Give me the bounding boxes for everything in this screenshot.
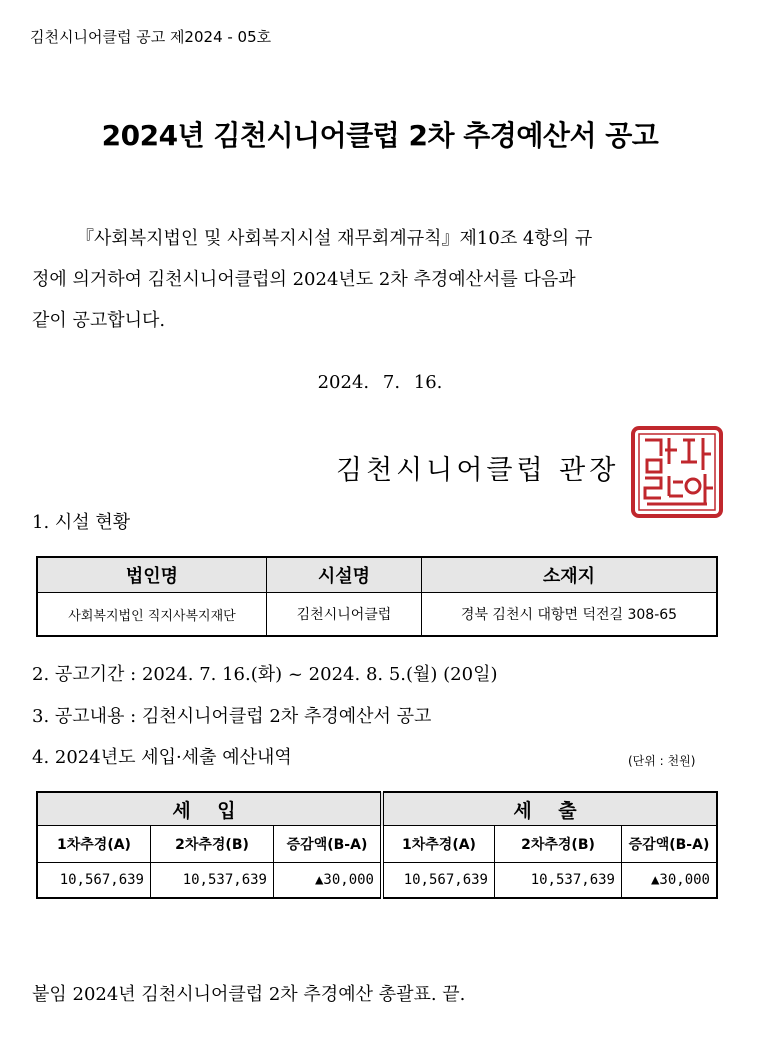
facility-table bbox=[36, 556, 718, 637]
cell-income-second: 10,537,639 bbox=[151, 863, 274, 899]
section-period: 2. 공고기간 : 2024. 7. 16.(화) ~ 2024. 8. 5.(월) (20일) bbox=[32, 664, 498, 685]
table-row bbox=[37, 863, 717, 899]
document-number: 김천시니어클럽 공고 제2024 - 05호 bbox=[30, 28, 272, 46]
attachment-note: 붙임 2024년 김천시니어클럽 2차 추경예산 총괄표. 끝. bbox=[32, 984, 466, 1005]
section-content: 3. 공고내용 : 김천시니어클럽 2차 추경예산서 공고 bbox=[32, 706, 432, 727]
group-expense: 세 출 bbox=[382, 792, 717, 826]
section-budget: 4. 2024년도 세입·세출 예산내역 bbox=[32, 747, 292, 768]
col-income-first: 1차추경(A) bbox=[37, 826, 151, 863]
official-seal-icon bbox=[631, 426, 723, 518]
cell-location: 경북 김천시 대항면 덕전길 308-65 bbox=[422, 593, 718, 637]
cell-income-first: 10,567,639 bbox=[37, 863, 151, 899]
cell-income-diff: ▲30,000 bbox=[274, 863, 383, 899]
header-facility: 시설명 bbox=[267, 557, 422, 593]
header-location: 소재지 bbox=[422, 557, 718, 593]
signatory-org: 김천시니어클럽 관장 bbox=[336, 455, 620, 486]
col-expense-diff: 증감액(B-A) bbox=[622, 826, 718, 863]
group-income: 세 입 bbox=[37, 792, 382, 826]
table-row bbox=[37, 593, 717, 637]
intro-line-2: 정에 의거하여 김천시니어클럽의 2024년도 2차 추경예산서를 다음과 bbox=[32, 269, 576, 290]
cell-expense-second: 10,537,639 bbox=[495, 863, 622, 899]
header-corporation: 법인명 bbox=[37, 557, 267, 593]
page-title: 2024년 김천시니어클럽 2차 추경예산서 공고 bbox=[101, 119, 659, 152]
intro-line-3: 같이 공고합니다. bbox=[32, 310, 166, 331]
cell-expense-diff: ▲30,000 bbox=[622, 863, 718, 899]
announcement-date: 2024. 7. 16. bbox=[317, 372, 443, 393]
col-income-second: 2차추경(B) bbox=[151, 826, 274, 863]
cell-corporation: 사회복지법인 직지사복지재단 bbox=[37, 593, 267, 637]
section-facility: 1. 시설 현황 bbox=[32, 512, 131, 533]
intro-line-1: 『사회복지법인 및 사회복지시설 재무회계규칙』제10조 4항의 규 bbox=[76, 228, 593, 249]
intro-paragraph bbox=[32, 218, 722, 341]
col-expense-first: 1차추경(A) bbox=[382, 826, 495, 863]
cell-facility: 김천시니어클럽 bbox=[267, 593, 422, 637]
unit-note: (단위 : 천원) bbox=[628, 754, 696, 768]
budget-table bbox=[36, 791, 718, 899]
cell-expense-first: 10,567,639 bbox=[382, 863, 495, 899]
col-income-diff: 증감액(B-A) bbox=[274, 826, 383, 863]
col-expense-second: 2차추경(B) bbox=[495, 826, 622, 863]
